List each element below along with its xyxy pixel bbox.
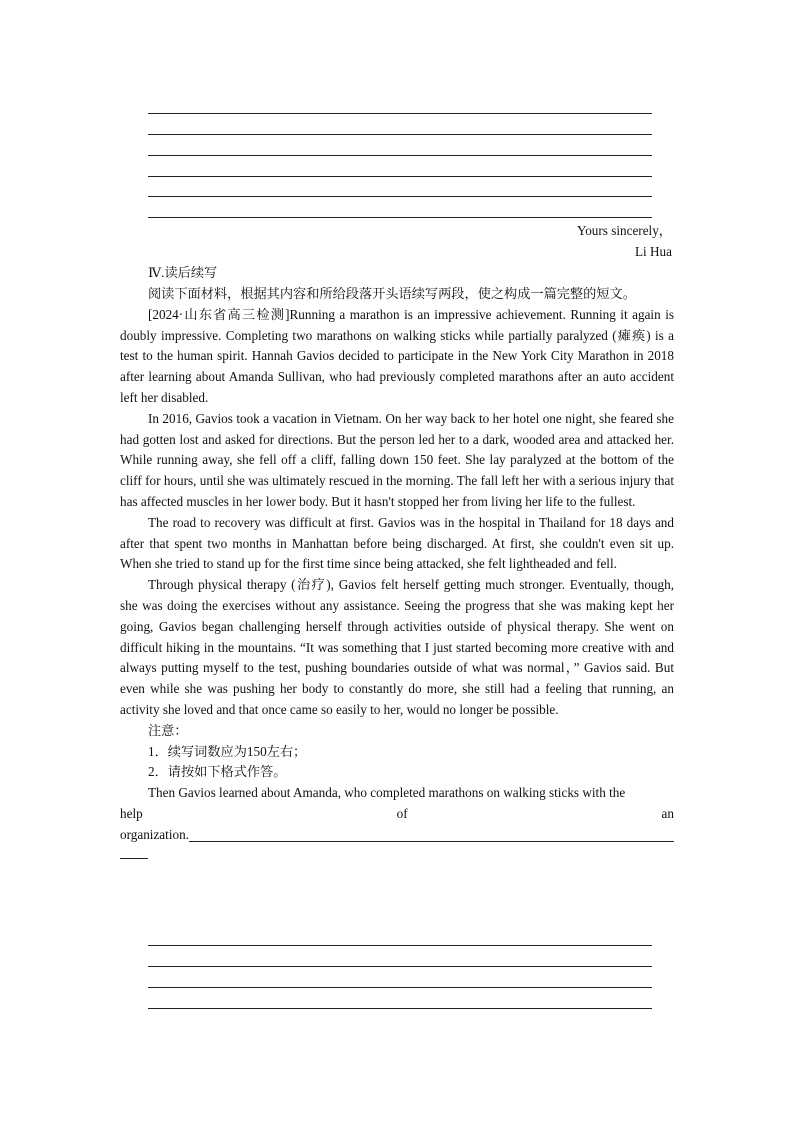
closing-name: Li Hua xyxy=(635,244,672,259)
prompt-word: an xyxy=(661,805,674,821)
writing-line xyxy=(148,113,652,114)
writing-line xyxy=(148,217,652,218)
answer-blank[interactable] xyxy=(189,827,674,842)
note-2: 2．请按如下格式作答。 xyxy=(148,764,287,780)
writing-line xyxy=(148,155,652,156)
note-1: 1．续写词数应为150左右； xyxy=(148,743,307,759)
writing-line xyxy=(148,196,652,197)
writing-line xyxy=(148,134,652,135)
writing-line[interactable] xyxy=(148,966,652,967)
writing-line xyxy=(148,176,652,177)
writing-line[interactable] xyxy=(148,987,652,988)
reading-text xyxy=(120,284,674,859)
closing-salutation: Yours sincerely， xyxy=(577,223,672,238)
answer-blank-short[interactable] xyxy=(120,846,148,859)
prompt-word: of xyxy=(396,805,408,821)
section-heading: Ⅳ.读后续写 xyxy=(148,265,218,280)
prompt-spaced-line xyxy=(120,804,674,825)
paragraph-3: The road to recovery was difficult at first. Gavios was in the hospital in Thailand for 18 days and after that spent two months in Manhattan before being discharged. At first, she couldn't even sit up. When she tried to stand up for the first time since being attacked, she felt lightheaded and fell. xyxy=(120,514,674,572)
paragraph-4: Through physical therapy (治疗), Gavios felt herself getting much stronger. Eventually, though, she was doing the exercises without any assistance. Seeing the progress that she was making kept her going, Gavios began challenging herself through activities outside of physical therapy. She went on difficult hiking in the mountains. “It was something that I just started becoming more creative with and always putting myself to the test, pushing boundaries outside of what was normal，” Gavios said. But even while she was pushing her body to constantly do more, she still had a feeling that running, an activity she loved and that once came so easily to her, would no longer be possible. xyxy=(120,577,674,717)
writing-line[interactable] xyxy=(148,1008,652,1009)
instruction: 阅读下面材料，根据其内容和所给段落开头语续写两段，使之构成一篇完整的短文。 xyxy=(148,286,636,301)
paragraph-1: [2024·山东省高三检测]Running a marathon is an impressive achievement. Running it again is doubly impressive. Completing two marathons on walking sticks while partially paralyzed (瘫痪) is a test to the human spirit. Hannah Gavios decided to participate in the New York City Marathon in 2018 after learning about Amanda Sullivan, who had previously completed marathons after an auto accident left her disabled. xyxy=(120,306,674,405)
prompt-line: Then Gavios learned about Amanda, who completed marathons on walking sticks with the xyxy=(148,785,626,801)
prompt-word: help xyxy=(120,805,143,821)
paragraph-2: In 2016, Gavios took a vacation in Vietnam. On her way back to her hotel one night, she feared she had gotten lost and asked for directions. But the person led her to a dark, wooded area and attacked her. While running away, she fell off a cliff, falling down 150 feet. She lay paralyzed at the bottom of the cliff for hours, until she was ultimately rescued in the morning. The fall left her with a serious injury that has affected muscles in her lower body. But it hasn't stopped her from living her life to the fullest. xyxy=(120,410,674,509)
writing-line[interactable] xyxy=(148,945,652,946)
prompt-end: organization. xyxy=(120,826,189,842)
notes-title: 注意： xyxy=(148,722,188,738)
prompt-end-line xyxy=(120,825,674,846)
